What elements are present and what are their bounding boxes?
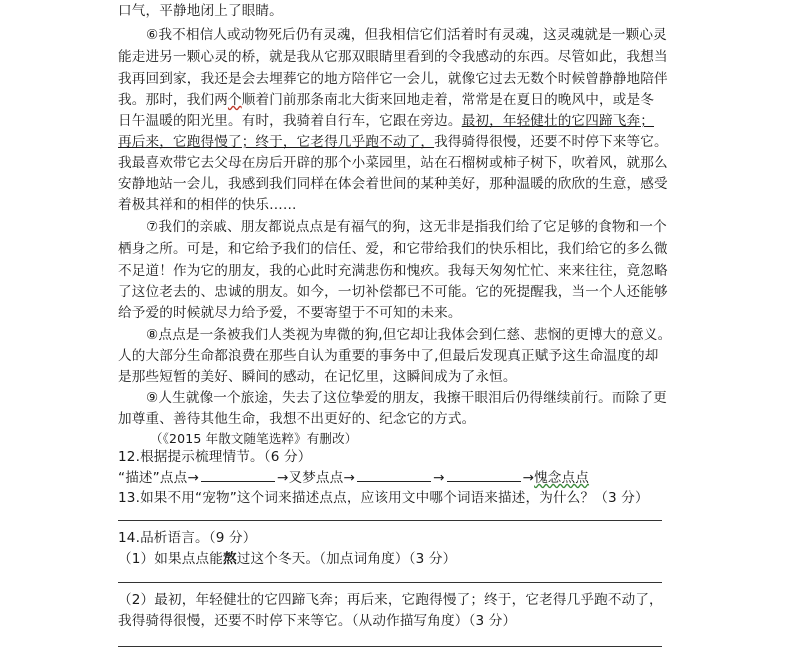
underlined-sentence: 最初，年轻健壮的它四蹄飞奔； bbox=[461, 113, 655, 129]
text-run: 我得骑得很慢，还要不时停下来等它。 bbox=[434, 134, 668, 150]
paragraph-6-line-6 bbox=[118, 133, 668, 151]
paragraph-9-line-2: 加尊重、善待其他生命，我想不出更好的、纪念它的方式。 bbox=[118, 411, 476, 427]
paragraph-7-line-1: ⑦我们的亲戚、朋友都说点点是有福气的狗，这无非是指我们给了它足够的食物和一个 bbox=[146, 219, 667, 235]
text-run: 过这个冬天。（加点词角度）（3 分） bbox=[236, 551, 457, 567]
question-14-part-2-line-2: 我得骑得很慢，还要不时停下来等它。（从动作描写角度）（3 分） bbox=[118, 613, 517, 629]
question-14-part-1 bbox=[118, 550, 456, 568]
answer-line[interactable] bbox=[118, 646, 662, 647]
paragraph-8-line-1: ⑧点点是一条被我们人类视为卑微的狗,但它却让我体会到仁慈、悲悯的更博大的意义。 bbox=[146, 327, 672, 343]
flow-arrow: → bbox=[522, 470, 535, 486]
answer-line[interactable] bbox=[118, 582, 662, 583]
flow-arrow: → bbox=[432, 470, 445, 486]
flow-start: “描述”点点→ bbox=[118, 470, 199, 486]
paragraph-7-line-4: 了这位老去的、忠诚的朋友。如今，一切补偿都已不可能。它的死提醒我，当一个人还能够 bbox=[118, 284, 668, 300]
dotted-word: 熬 bbox=[223, 551, 237, 567]
question-12-title: 12.根据提示梳理情节。（6 分） bbox=[118, 449, 312, 465]
paragraph-6-line-5 bbox=[118, 112, 654, 130]
paragraph-6-line-2: 能走进另一颗心灵的桥，就是我从它那双眼睛里看到的令我感动的东西。尽管如此，我想当 bbox=[118, 49, 668, 65]
answer-line[interactable] bbox=[118, 520, 662, 521]
paragraph-6-line-4 bbox=[118, 91, 654, 109]
paragraph-8-line-2: 人的大部分生命都浪费在那些自认为重要的事务中了,但最后发现真正赋予这生命温度的却 bbox=[118, 348, 659, 364]
paragraph-8-line-3: 是那些短暂的美好、瞬间的感动，在记忆里，这瞬间成为了永恒。 bbox=[118, 369, 517, 385]
flow-step: →叉梦点点→ bbox=[276, 470, 355, 486]
paragraph-6-line-7: 我最喜欢带它去父母在房后开辟的那个小菜园里，站在石榴树或柿子树下，吹着风，就那么 bbox=[118, 155, 668, 171]
answer-blank-2[interactable] bbox=[357, 468, 431, 482]
marked-char: 个 bbox=[227, 92, 242, 108]
answer-blank-3[interactable] bbox=[447, 468, 521, 482]
passage-line: 口气，平静地闭上了眼睛。 bbox=[118, 3, 283, 19]
text-run: （1）如果点点能 bbox=[118, 551, 224, 567]
paragraph-6-line-1: ⑥我不相信人或动物死后仍有灵魂，但我相信它们活着时有灵魂，这灵魂就是一颗心灵 bbox=[146, 27, 667, 43]
flow-end: 愧念点点 bbox=[534, 470, 590, 486]
paragraph-6-line-8: 安静地站一会儿，我感到我们同样在体会着世间的某种美好，那种温暖的欣欣的生意，感受 bbox=[118, 176, 668, 192]
question-12-flow bbox=[118, 468, 589, 487]
underlined-sentence: 再后来，它跑得慢了；终于，它老得几乎跑不动了， bbox=[118, 134, 435, 150]
paragraph-7-line-2: 栖身之所。可是，和它给予我们的信任、爱，和它带给我们的快乐相比，我们给它的多么微 bbox=[118, 241, 668, 257]
question-13: 13.如果不用“宠物”这个词来描述点点，应该用文中哪个词语来描述，为什么？（3 分） bbox=[118, 490, 649, 506]
paragraph-9-line-1: ⑨人生就像一个旅途，失去了这位挚爱的朋友，我擦干眼泪后仍得继续前行。而除了更 bbox=[146, 390, 667, 406]
question-14-part-2-line-1: （2）最初，年轻健壮的它四蹄飞奔；再后来，它跑得慢了；终于，它老得几乎跑不动了， bbox=[118, 592, 663, 608]
answer-blank-1[interactable] bbox=[201, 468, 275, 482]
paragraph-6-line-9: 着极其祥和的相伴的快乐…… bbox=[118, 197, 297, 213]
source-citation: （《2015 年散文随笔选粹》有删改） bbox=[150, 431, 358, 446]
paragraph-6-line-3: 我再回到家，我还是会去埋葬它的地方陪伴它一会儿，就像它过去无数个时候曾静静地陪伴 bbox=[118, 71, 668, 87]
text-run: 顺着门前那条南北大街来回地走着，常常是在夏日的晚风中，或是冬 bbox=[241, 92, 655, 108]
text-run: 日午温暖的阳光里。有时，我骑着自行车，它跟在旁边。 bbox=[118, 113, 462, 129]
text-run: 我。那时，我们两 bbox=[118, 92, 228, 108]
paragraph-7-line-5: 给予爱的时候就尽力给予爱，不要寄望于不可知的未来。 bbox=[118, 305, 462, 321]
question-14-title: 14.品析语言。（9 分） bbox=[118, 530, 257, 546]
paragraph-7-line-3: 不足道！作为它的朋友，我的心此时充满悲伤和愧疚。我每天匆匆忙忙、来来往往，竟忽略 bbox=[118, 263, 668, 279]
